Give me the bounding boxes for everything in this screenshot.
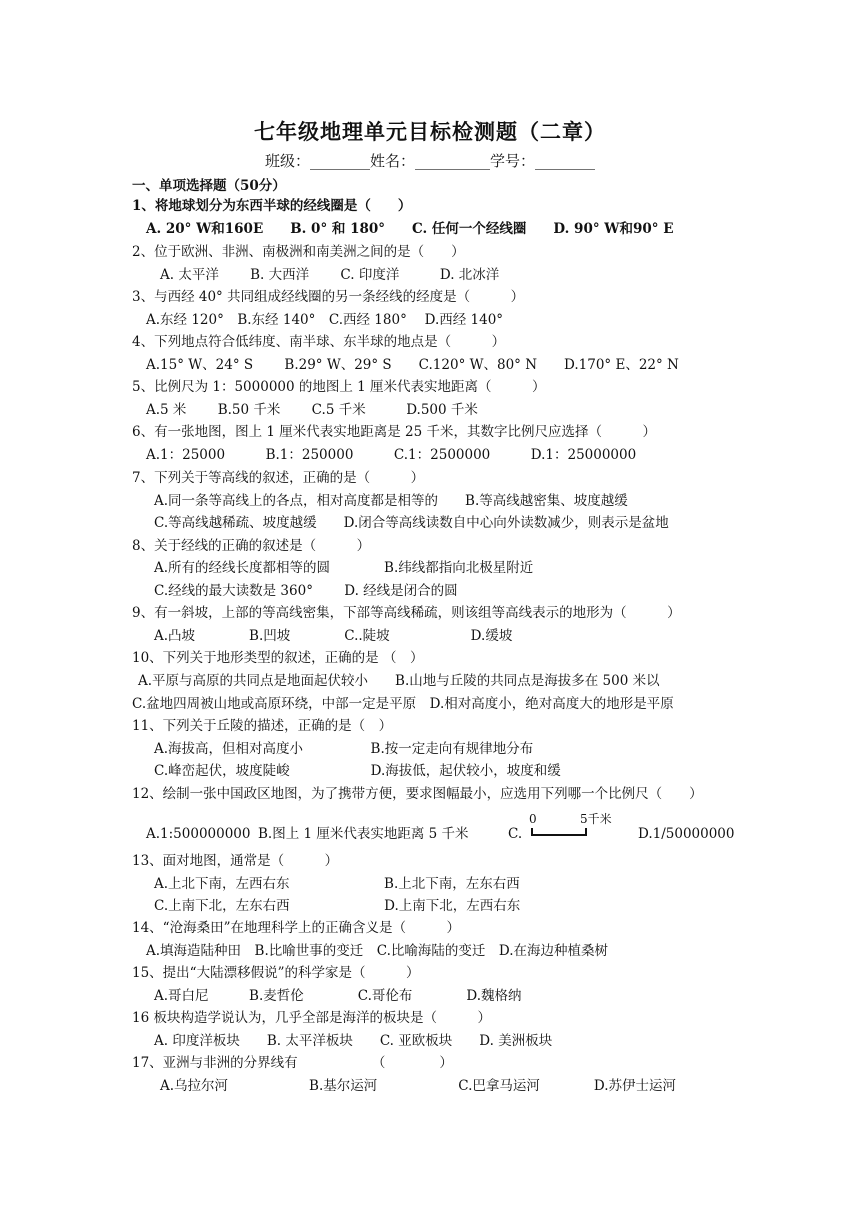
question-12-option-d: D.1/50000000: [638, 826, 735, 842]
question-13-options-ab: A.上北下南，左西右东 B.上北下南，左东右西: [154, 876, 520, 892]
question-11-options-ab: A.海拔高，但相对高度小 B.按一定走向有规律地分布: [154, 741, 534, 757]
student-info-line: 班级：________姓名：__________学号：________: [264, 152, 595, 170]
question-10-options-cd: C.盆地四周被山地或高原环绕，中部一定是平原 D.相对高度小，绝对高度大的地形是平原: [132, 696, 674, 712]
question-16-options: A. 印度洋板块 B. 太平洋板块 C. 亚欧板块 D. 美洲板块: [154, 1033, 553, 1049]
question-7-options-ab: A.同一条等高线上的各点，相对高度都是相等的 B.等高线越密集、坡度越缓: [154, 493, 628, 509]
question-15-options: A.哥白尼 B.麦哲伦 C.哥伦布 D.魏格纳: [154, 988, 522, 1004]
question-10-stem: 10、下列关于地形类型的叙述，正确的是 （ ）: [132, 650, 424, 666]
question-3-options: A.东经 120° B.东经 140° C.西经 180° D.西经 140°: [146, 312, 504, 328]
question-13-stem: 13、面对地图，通常是（ ）: [132, 853, 339, 869]
question-6-stem: 6、有一张地图，图上 1 厘米代表实地距离是 25 千米，其数字比例尺应选择（ ）: [132, 424, 657, 440]
scale-bar-five-label: 5千米: [580, 812, 612, 826]
question-11-options-cd: C.峰峦起伏，坡度陡峻 D.海拔低，起伏较小，坡度和缓: [154, 763, 561, 779]
question-14-options: A.填海造陆种田 B.比喻世事的变迁 C.比喻海陆的变迁 D.在海边种植桑树: [146, 943, 609, 959]
scale-bar-line: [532, 828, 586, 835]
question-3-stem: 3、与西经 40° 共同组成经线圈的另一条经线的经度是（ ）: [132, 289, 525, 305]
page-title: 七年级地理单元目标检测题（二章）: [254, 119, 606, 144]
question-5-options: A.5 米 B.50 千米 C.5 千米 D.500 千米: [146, 402, 478, 418]
question-1-stem: 1、将地球划分为东西半球的经线圈是（ ）: [132, 198, 412, 214]
question-5-stem: 5、比例尺为 1：5000000 的地图上 1 厘米代表实地距离（ ）: [132, 379, 546, 395]
question-13-options-cd: C.上南下北，左东右西 D.上南下北，左西右东: [154, 898, 521, 914]
question-12-option-c: C.: [508, 826, 523, 842]
question-9-stem: 9、有一斜坡，上部的等高线密集，下部等高线稀疏，则该组等高线表示的地形为（ ）: [132, 605, 681, 621]
scale-bar-zero-label: 0: [529, 812, 537, 826]
question-7-stem: 7、下列关于等高线的叙述，正确的是（ ）: [132, 470, 425, 486]
question-14-stem: 14、“沧海桑田”在地理科学上的正确含义是（ ）: [132, 920, 460, 936]
question-8-options-cd: C.经线的最大读数是 360° D. 经线是闭合的圆: [154, 583, 458, 599]
question-17-stem: 17、亚洲与非洲的分界线有 （ ）: [132, 1055, 453, 1071]
question-15-stem: 15、提出“大陆漂移假说”的科学家是（ ）: [132, 965, 420, 981]
question-1-options: A. 20° W和160E B. 0° 和 180° C. 任何一个经线圈 D. 90° W和90° E: [146, 221, 674, 237]
question-11-stem: 11、下列关于丘陵的描述，正确的是（ ）: [132, 718, 393, 734]
question-10-options-ab: A.平原与高原的共同点是地面起伏较小 B.山地与丘陵的共同点是海拔多在 500 米以: [138, 673, 660, 689]
question-4-stem: 4、下列地点符合低纬度、南半球、东半球的地点是（ ）: [132, 334, 506, 350]
question-8-stem: 8、关于经线的正确的叙述是（ ）: [132, 538, 371, 554]
question-7-options-cd: C.等高线越稀疏、坡度越缓 D.闭合等高线读数自中心向外读数减少，则表示是盆地: [154, 515, 669, 531]
question-16-stem: 16 板块构造学说认为，几乎全部是海洋的板块是（ ）: [132, 1010, 491, 1026]
question-6-options: A.1：25000 B.1：250000 C.1：2500000 D.1：25000000: [146, 447, 637, 463]
scale-bar-figure: [520, 810, 630, 840]
question-9-options: A.凸坡 B.凹坡 C..陡坡 D.缓坡: [154, 628, 513, 644]
question-12-stem: 12、绘制一张中国政区地图，为了携带方便，要求图幅最小，应选用下列哪一个比例尺（ ）: [132, 786, 703, 802]
question-2-options: A. 太平洋 B. 大西洋 C. 印度洋 D. 北冰洋: [160, 267, 500, 283]
question-12-option-a: A.1:500000000: [146, 826, 251, 842]
question-17-options: A.乌拉尔河 B.基尔运河 C.巴拿马运河 D.苏伊士运河: [160, 1078, 677, 1094]
question-12-option-b: B.图上 1 厘米代表实地距离 5 千米: [258, 826, 469, 842]
question-2-stem: 2、位于欧洲、非洲、南极洲和南美洲之间的是（ ）: [132, 244, 465, 260]
section-heading: 一、单项选择题（50分）: [132, 178, 286, 194]
question-4-options: A.15° W、24° S B.29° W、29° S C.120° W、80° N D.170° E、22° N: [146, 357, 679, 373]
question-8-options-ab: A.所有的经线长度都相等的圆 B.纬线都指向北极星附近: [154, 560, 534, 576]
